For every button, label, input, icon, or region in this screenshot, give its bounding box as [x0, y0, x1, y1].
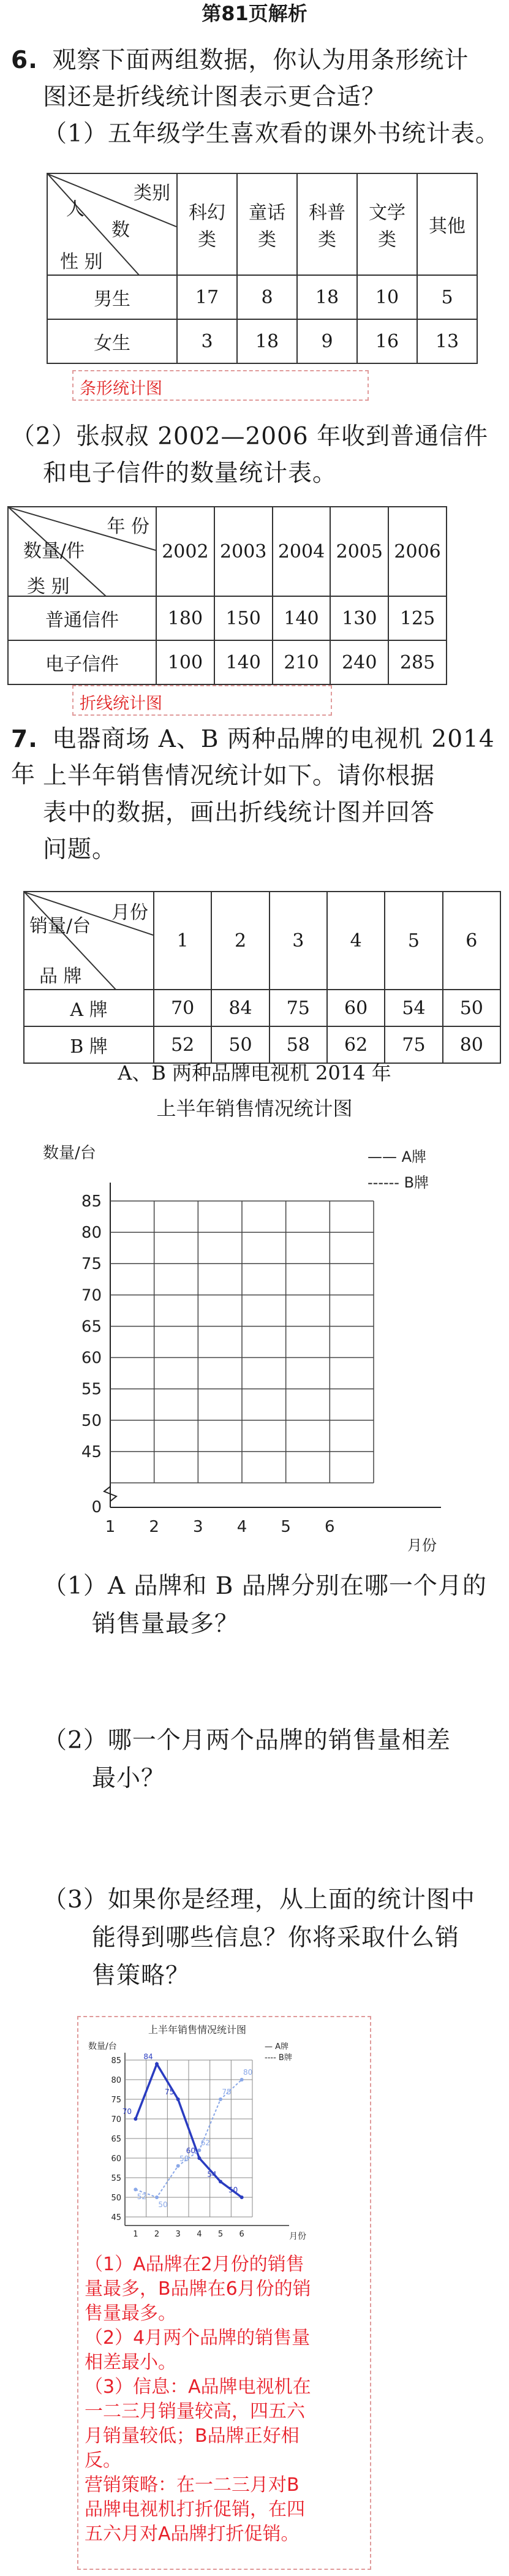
y-tick-label: 65 [81, 1317, 102, 1336]
q7-stem-line4: 问题。 [43, 836, 117, 863]
x-tick-label: 2 [154, 2230, 160, 2239]
y-tick-label: 75 [111, 2096, 121, 2105]
cell: 125 [388, 596, 447, 640]
q7-stem-line3: 表中的数据，画出折线统计图并回答 [43, 799, 435, 827]
table1-header-2: 科普 类 [297, 173, 357, 275]
cell: 3 [177, 319, 237, 363]
page-title: 第81页解析 [202, 2, 307, 25]
answer-line: 一二三月销量较高，四五六 [85, 2401, 305, 2422]
table2-corner-top: 年 份 [107, 516, 149, 537]
y-tick-label: 65 [111, 2135, 121, 2144]
q7-sub1-line2: 销售量最多？ [92, 1610, 239, 1638]
q7-corner-top: 月份 [111, 902, 148, 923]
table1-corner-bottom: 性 别 [60, 251, 103, 273]
x-tick-label: 6 [239, 2230, 244, 2239]
y-tick-label: 45 [81, 1442, 102, 1461]
y-tick-label: 80 [111, 2076, 121, 2085]
data-point [134, 2188, 137, 2191]
table2-header: 2005 [330, 507, 388, 596]
y-tick-label: 80 [81, 1224, 102, 1243]
q7-chart-title-1: A、B 两种品牌电视机 2014 年 [118, 1061, 391, 1085]
table2-header: 2006 [388, 507, 447, 596]
data-label: 75 [165, 2088, 175, 2096]
q7-table [23, 891, 501, 1064]
row-label: 女生 [47, 319, 177, 363]
row-label: A 牌 [24, 990, 154, 1026]
q7-sub2-line2: 最小？ [92, 1765, 166, 1792]
data-point [240, 2195, 244, 2199]
x-tick-label: 4 [197, 2230, 202, 2239]
x-tick-label: 2 [149, 1518, 159, 1536]
cell: 50 [211, 1026, 269, 1063]
blank-line-chart [0, 1127, 509, 1569]
answer-line: 量最多，B品牌在6月份的销 [85, 2278, 311, 2300]
cell: 240 [330, 640, 388, 684]
x-tick-label: 5 [217, 2230, 224, 2239]
q7-sub3-line2: 能得到哪些信息？你将采取什么销 [92, 1924, 460, 1952]
cell: 70 [154, 990, 211, 1026]
data-label: 60 [186, 2146, 195, 2155]
cell: 140 [273, 596, 331, 640]
data-point [219, 2097, 222, 2101]
table2-corner-bottom: 类 别 [27, 576, 70, 597]
answer-line: 售量最多。 [85, 2303, 176, 2324]
q7-table-corner [24, 892, 154, 990]
table1-corner-mid-a: 人 [66, 199, 85, 220]
row-label: 男生 [47, 275, 177, 319]
q7-sub3-line3: 售策略？ [92, 1962, 190, 1990]
cell: 16 [357, 319, 417, 363]
y-tick-label: 60 [81, 1349, 102, 1368]
cell: 13 [417, 319, 477, 363]
y-tick-label: 85 [81, 1192, 102, 1211]
blank-chart-ylabel: 数量/台 [43, 1144, 96, 1162]
table-row [47, 275, 477, 319]
q7-header: 4 [327, 892, 385, 990]
q6-stem-line2: 图还是折线统计图表示更合适？ [43, 83, 386, 111]
answer-line: 月销量较低；B品牌正好相 [85, 2425, 300, 2447]
answer-chart-xlabel: 月份 [289, 2232, 306, 2241]
q7-stem-line1: 7. 电器商场 A、B 两种品牌的电视机 2014 年 [11, 725, 495, 789]
answer-chart-title: 上半年销售情况统计图 [148, 2024, 247, 2036]
data-point [197, 2156, 201, 2160]
answer-1: 条形统计图 [80, 379, 162, 398]
cell: 8 [237, 275, 297, 319]
table2-header: 2003 [214, 507, 273, 596]
table-row [24, 990, 500, 1026]
q7-header: 2 [211, 892, 269, 990]
answer-line: 相差最小。 [85, 2352, 176, 2373]
answer-line: 五六月对A品牌打折促销。 [85, 2523, 300, 2545]
q7-header: 6 [443, 892, 500, 990]
q6-table1 [47, 173, 478, 364]
y-tick-label: 50 [81, 1411, 102, 1430]
x-tick-label: 4 [236, 1518, 247, 1536]
q7-header: 1 [154, 892, 211, 990]
q7-header: 3 [270, 892, 327, 990]
y-tick-label: 0 [91, 1498, 102, 1517]
x-tick-label: 5 [281, 1518, 291, 1536]
answer-chart-ylabel: 数量/台 [88, 2042, 117, 2051]
q6-part2-line2: 和电子信件的数量统计表。 [43, 460, 337, 487]
data-point [155, 2195, 159, 2199]
answer-text [85, 2252, 366, 2547]
y-tick-label: 55 [111, 2174, 121, 2183]
data-point [155, 2062, 159, 2066]
data-point [176, 2097, 180, 2101]
q7-corner-bottom: 品 牌 [39, 966, 82, 987]
cell: 10 [357, 275, 417, 319]
data-label: 50 [158, 2200, 168, 2209]
data-label: 70 [122, 2107, 132, 2116]
row-label: B 牌 [24, 1026, 154, 1063]
x-tick-label: 1 [133, 2230, 138, 2239]
cell: 140 [214, 640, 273, 684]
answer-line: （1）A品牌在2月份的销售 [85, 2254, 304, 2275]
answer-chart-series [123, 2052, 253, 2209]
cell: 84 [211, 990, 269, 1026]
blank-chart-legend-b: ------ B牌 [368, 1174, 429, 1191]
table2-header: 2004 [273, 507, 331, 596]
blank-chart-xlabel: 月份 [407, 1537, 437, 1554]
table-row [24, 1026, 500, 1063]
x-tick-label: 1 [105, 1518, 116, 1536]
cell: 50 [443, 990, 500, 1026]
q7-stem-line2: 上半年销售情况统计如下。请你根据 [43, 762, 435, 790]
cell: 18 [237, 319, 297, 363]
y-tick-label: 75 [81, 1255, 102, 1274]
cell: 5 [417, 275, 477, 319]
cell: 52 [154, 1026, 211, 1063]
y-tick-label: 55 [81, 1380, 102, 1399]
cell: 75 [385, 1026, 442, 1063]
data-label: 52 [137, 2192, 146, 2202]
data-point [134, 2117, 137, 2121]
y-tick-label: 85 [111, 2056, 121, 2066]
cell: 285 [388, 640, 447, 684]
cell: 54 [385, 990, 442, 1026]
table2-header: 2002 [156, 507, 214, 596]
q7-sub2-line1: （2）哪一个月两个品牌的销售量相差 [43, 1727, 451, 1754]
cell: 130 [330, 596, 388, 640]
table2-corner-mid: 数量/件 [23, 540, 85, 562]
q7-number: 7. [11, 725, 38, 753]
q7-header: 5 [385, 892, 442, 990]
q6-stem [11, 43, 501, 78]
x-tick-label: 3 [193, 1518, 203, 1536]
data-label: 54 [207, 2170, 217, 2179]
y-tick-label: 50 [111, 2194, 121, 2203]
blank-chart-legend-a: —— A牌 [368, 1148, 427, 1165]
cell: 17 [177, 275, 237, 319]
data-label: 80 [243, 2068, 253, 2077]
q7-corner-mid: 销量/台 [29, 915, 91, 937]
table-row [8, 640, 447, 684]
q7-sub3-line1: （3）如果你是经理，从上面的统计图中 [43, 1886, 475, 1914]
data-label: 62 [200, 2138, 210, 2148]
cell: 18 [297, 275, 357, 319]
cell: 210 [273, 640, 331, 684]
y-tick-label: 70 [111, 2115, 121, 2124]
q6-number: 6. [11, 47, 38, 74]
table1-header-0: 科幻 类 [177, 173, 237, 275]
table1-corner [47, 173, 177, 275]
cell: 80 [443, 1026, 500, 1063]
cell: 9 [297, 319, 357, 363]
answer-chart-legend-b: ---- B牌 [265, 2053, 292, 2063]
y-tick-label: 60 [111, 2154, 121, 2164]
answer-line: 反。 [85, 2450, 121, 2471]
table-row [47, 319, 477, 363]
answer-box-1 [72, 370, 369, 401]
q6-part2-line1: （2）张叔叔 2002—2006 年收到普通信件 [11, 423, 489, 450]
q7-sub1-line1: （1）A 品牌和 B 品牌分别在哪一个月的 [43, 1572, 487, 1600]
cell: 150 [214, 596, 273, 640]
data-point [176, 2164, 180, 2168]
answer-line: 营销策略：在一二三月对B [85, 2474, 300, 2496]
q6-stem-line1: 观察下面两组数据，你认为用条形统计 [52, 47, 469, 74]
y-tick-label: 70 [81, 1286, 102, 1305]
row-label: 电子信件 [8, 640, 156, 684]
table2-corner [8, 507, 156, 596]
answer-box-2 [72, 685, 332, 716]
data-label: 75 [222, 2088, 232, 2096]
x-tick-label: 6 [325, 1518, 335, 1536]
answer-line: （3）信息：A品牌电视机在 [85, 2376, 311, 2398]
answer-2: 折线统计图 [80, 694, 162, 713]
q6-part1-title: （1）五年级学生喜欢看的课外书统计表。 [43, 120, 500, 148]
data-label: 50 [228, 2186, 238, 2194]
cell: 58 [270, 1026, 327, 1063]
answer-line-chart [87, 2022, 332, 2243]
table1-header-4: 其他 [417, 173, 477, 275]
blank-chart-grid [81, 1183, 441, 1536]
answer-box-3 [77, 2016, 371, 2570]
answer-line: 品牌电视机打折促销，在四 [85, 2499, 305, 2520]
x-tick-label: 3 [175, 2230, 181, 2239]
cell: 180 [156, 596, 214, 640]
answer-chart-legend-a: — A牌 [265, 2042, 289, 2051]
q7-chart-title-2: 上半年销售情况统计图 [156, 1097, 353, 1120]
data-label: 58 [179, 2154, 189, 2163]
y-tick-label: 45 [111, 2213, 121, 2222]
cell: 62 [327, 1026, 385, 1063]
row-label: 普通信件 [8, 596, 156, 640]
data-point [219, 2180, 222, 2183]
data-point [197, 2148, 201, 2152]
data-point [240, 2078, 244, 2082]
cell: 75 [270, 990, 327, 1026]
answer-line: （2）4月两个品牌的销售量 [85, 2327, 311, 2349]
table-row [8, 596, 447, 640]
cell: 100 [156, 640, 214, 684]
table1-corner-mid-b: 数 [111, 219, 130, 241]
table1-header-3: 文学 类 [357, 173, 417, 275]
cell: 60 [327, 990, 385, 1026]
table1-corner-top: 类别 [134, 183, 170, 204]
q6-table2 [7, 506, 447, 685]
table1-header-1: 童话 类 [237, 173, 297, 275]
data-label: 84 [143, 2052, 153, 2061]
